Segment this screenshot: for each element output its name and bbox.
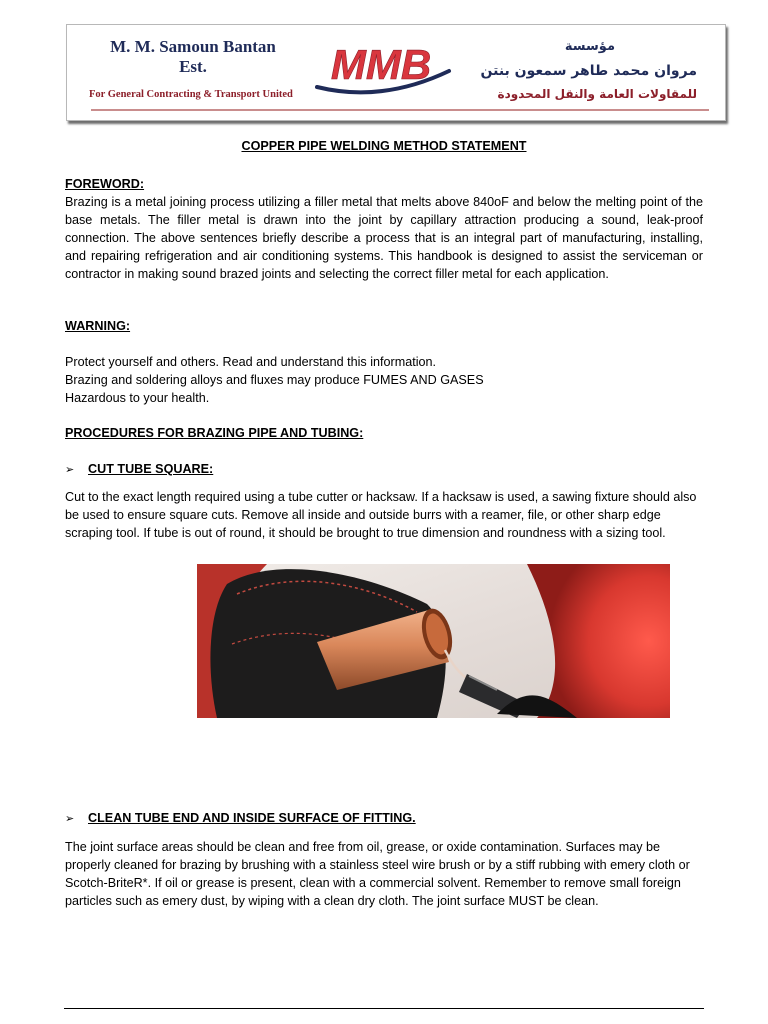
arrow-bullet-icon: ➢ bbox=[65, 813, 75, 825]
procedures-heading-text: PROCEDURES FOR BRAZING PIPE AND TUBING: bbox=[65, 426, 364, 440]
warning-line: Brazing and soldering alloys and fluxes may produce FUMES AND GASES bbox=[65, 373, 484, 387]
letterhead-rule bbox=[91, 109, 709, 111]
step-clean-tube-end bbox=[65, 809, 416, 828]
mmb-logo bbox=[307, 37, 457, 99]
step-heading: CLEAN TUBE END AND INSIDE SURFACE OF FITTING. bbox=[88, 811, 416, 825]
step-clean-tube-end-text: The joint surface areas should be clean and free from oil, grease, or oxide contamination. Surfaces may be properly cleaned for brazing by brushing with a stainless steel wire brush or by a stiff rubbing with emery cloth or Scotch-BriteR*. If oil or grease is present, clean with a commercial solvent. Remember to remove small foreign particles such as emery dust, by wiping with a clean dry cloth. The joint surface MUST be clean. bbox=[65, 840, 690, 908]
company-name-ar-line1: مؤسسة bbox=[564, 39, 615, 54]
warning-section bbox=[65, 317, 703, 407]
company-name-en-line2: Est. bbox=[179, 57, 207, 76]
arrow-bullet-icon: ➢ bbox=[65, 464, 75, 476]
foreword-heading: FOREWORD: bbox=[65, 177, 145, 191]
foreword-text: Brazing is a metal joining process utilizing a filler metal that melts above 840oF and below the melting point of the base metals. The filler metal is drawn into the joint by capillary attraction producing a sound, leak-proof connection. The above sentences briefly describe a process that is an integral part of manufacturing, installing, and repairing refrigeration and air conditioning systems. This handbook is designed to assist the serviceman or contractor in making sound brazed joints and selecting the correct filler metal for each application. bbox=[65, 195, 703, 281]
step-heading: CUT TUBE SQUARE: bbox=[88, 462, 214, 476]
company-name-en-line1: M. M. Samoun Bantan bbox=[110, 37, 276, 56]
warning-line: Protect yourself and others. Read and understand this information. bbox=[65, 355, 437, 369]
document-title: COPPER PIPE WELDING METHOD STATEMENT bbox=[241, 139, 527, 153]
deburring-tool-photo bbox=[197, 564, 670, 718]
letterhead bbox=[66, 24, 726, 121]
foreword-section bbox=[65, 175, 703, 283]
warning-heading: WARNING: bbox=[65, 319, 131, 333]
procedures-heading bbox=[65, 424, 703, 442]
step-cut-tube-square bbox=[65, 460, 213, 479]
company-name-ar-line2: مروان محمد طاهر سمعون بنتن bbox=[480, 63, 697, 79]
logo-text: MMB bbox=[330, 41, 432, 88]
footer-rule bbox=[64, 1008, 704, 1009]
company-name-en bbox=[93, 37, 293, 77]
company-tagline-en: For General Contracting & Transport United bbox=[89, 89, 293, 100]
step-cut-tube-square-text: Cut to the exact length required using a tube cutter or hacksaw. If a hacksaw is used, a sawing fixture should also be used to ensure square cuts. Remove all inside and outside burrs with a reamer, file, or other sharp edge scraping tool. If tube is out of round, it should be brought to true dimension and roundness with a sizing tool. bbox=[65, 490, 697, 540]
warning-line: Hazardous to your health. bbox=[65, 391, 210, 405]
company-tagline-ar: للمقاولات العامة والنقل المحدودة bbox=[497, 87, 697, 101]
